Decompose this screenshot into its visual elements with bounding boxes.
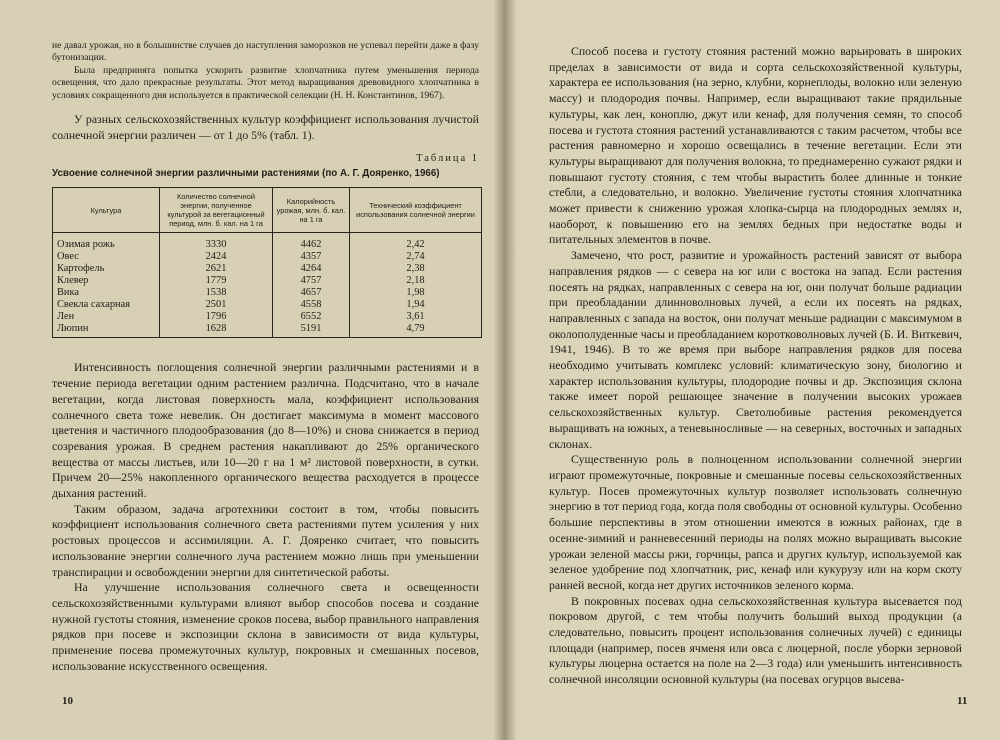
cell-energy: 3330 — [160, 233, 273, 252]
page-number-left: 10 — [62, 695, 73, 707]
table-header-row — [53, 188, 482, 233]
header-energy-received: Количество солнечной энергии, полученное культурой за вегетационный период, млн. б. кал. на 1 га — [160, 188, 273, 233]
cell-coefficient: 2,74 — [350, 251, 482, 263]
cell-coefficient: 4,79 — [350, 323, 482, 338]
cell-calories: 4757 — [273, 275, 350, 287]
cell-crop: Свекла сахарная — [53, 299, 160, 311]
table-row — [53, 275, 482, 287]
cell-coefficient: 1,94 — [350, 299, 482, 311]
paragraph-row-direction: Замечено, что рост, развитие и урожайность растений зависят от выбора направления рядков — с севера на юг или с востока на запад. Если растения посеять на рядках, направленных с севера на юг, они получат больше радиации при преобладании длинноволновых лучей, а если их посеять на рядках, направленных с запада на восток, они получат меньше радиации с максимумом в околополуденные часы и преобладанием коротковолновых лучей (Б. И. Виткевич, 1941, 1946). В то же время при выборе направления рядков для посева необходимо учитывать комплекс условий: климатическую зону, биологию и характер использования культуры, плодородие почвы и др. Экспозиция склона также имеет порой решающее значение в получении высоких урожаев сельскохозяйственных культур. Светолюбивые растения рекомендуется выращивать на южных, а теневыносливые — на северных, восточных и западных склонах. — [549, 248, 962, 451]
cell-crop: Озимая рожь — [53, 233, 160, 252]
cell-crop: Картофель — [53, 263, 160, 275]
cell-crop: Люпин — [53, 323, 160, 338]
table-row — [53, 299, 482, 311]
cell-calories: 6552 — [273, 311, 350, 323]
header-calorific-value: Калорийность урожая, млн. б. кал. на 1 га — [273, 188, 350, 233]
paragraph-continuation: не давал урожая, но в большинстве случаев до наступления заморозков не успевал перейти даже в фазу бутонизации. — [52, 40, 479, 64]
cell-energy: 2501 — [160, 299, 273, 311]
table-title: Усвоение солнечной энергии различными растениями (по А. Г. Дояренко, 1966) — [52, 168, 440, 180]
header-coefficient: Технический коэффициент использования солнечной энергии — [350, 188, 482, 233]
cell-energy: 1538 — [160, 287, 273, 299]
cell-calories: 5191 — [273, 323, 350, 338]
table-row — [53, 263, 482, 275]
cell-crop: Лен — [53, 311, 160, 323]
cell-coefficient: 3,61 — [350, 311, 482, 323]
paragraph-coefficient: У разных сельскохозяйственных культур коэффициент использования лучистой солнечной энергии различен — от 1 до 5% (табл. 1). — [52, 112, 479, 142]
cell-calories: 4558 — [273, 299, 350, 311]
table-row — [53, 311, 482, 323]
cell-coefficient: 2,42 — [350, 233, 482, 252]
cell-coefficient: 1,98 — [350, 287, 482, 299]
cell-coefficient: 2,38 — [350, 263, 482, 275]
cell-crop: Клевер — [53, 275, 160, 287]
page-number-right: 11 — [957, 695, 968, 707]
cell-crop: Вика — [53, 287, 160, 299]
cell-energy: 1796 — [160, 311, 273, 323]
paragraph-agrotechnics: Таким образом, задача агротехники состоит в том, чтобы повысить коэффициент использования солнечного света растениями путем усиления у них ростовых процессов и ассимиляции. А. Г. Дояренко считает, что повысить использование энергии солнечного луча растением можно лишь при уменьшении транспирации и освобождении энергии для синтетической работы. — [52, 501, 479, 579]
right-page — [505, 0, 1000, 740]
cell-calories: 4657 — [273, 287, 350, 299]
table-row — [53, 287, 482, 299]
book-gutter — [493, 0, 517, 740]
solar-energy-table — [52, 187, 482, 338]
cell-energy: 2424 — [160, 251, 273, 263]
cell-calories: 4357 — [273, 251, 350, 263]
cell-calories: 4462 — [273, 233, 350, 252]
cell-energy: 2621 — [160, 263, 273, 275]
cell-calories: 4264 — [273, 263, 350, 275]
cell-crop: Овес — [53, 251, 160, 263]
paragraph-intermediate-crops: Существенную роль в полноценном использовании солнечной энергии играют промежуточные, покровные и смешанные посевы сельскохозяйственных культур. Посев промежуточных культур позволяет использовать солнечную энергию в тот период года, когда поля свободны от основной культуры. Особенно большие перспективы в этом отношении имеются в южных районах, где в осенне-зимний и ранневесенний периоды на полях можно выращивать высокие урожаи зеленой массы ржи, горчицы, рапса и других культур, используемой как зеленое удобрение под хлопчатник, рис, кенаф или кукурузу или на корм скоту ранней весной, когда нет других источников зеленого корма. — [549, 452, 962, 592]
header-crop: Культура — [53, 188, 160, 233]
cell-energy: 1779 — [160, 275, 273, 287]
paragraph-sowing-density: Способ посева и густоту стояния растений можно варьировать в широких пределах в зависимости от вида и сорта сельскохозяйственной культуры, характера ее использования (на зерно, клубни, корнеплоды, волокно или зеленую массу) и плодородия почвы. Например, если выращивают такие прядильные культуры, как лен, коноплю, джут или кенаф, для получения семян, то способ посева и густота стояния растений устанавливаются с таким расчетом, чтобы все растения равномерно и хорошо освещались в течение вегетации. Если эти культуры выращивают для получения волокна, то преднамеренно сужают рядки и повышают густоту стояния, с тем чтобы вырастить более длинные и тонкие стебли, а следовательно, и волокно. Увеличение густоты стояния хлопчатника может привести к снижению урожая хлопка-сырца на плодородных землях и, наоборот, к повышению его на землях бедных при недостатке воды и питательных элементов в почве. — [549, 44, 962, 247]
paragraph-intensity: Интенсивность поглощения солнечной энергии различными растениями и в течение периода вегетации одним растением различна. Подсчитано, что в начале вегетации, когда листовая поверхность мала, коэффициент использования солнечного света тоже невелик. Он достигает максимума в момент массового цветения и частичного плодообразования (до 8—10%) и снова снижается в период созревания урожая. В среднем растения накапливают до 25% органического вещества от массы листьев, или 10—20 г на 1 м² листовой поверхности, в сутки. Причем 20—25% накопленного органического вещества расходуется в процессе дыхания растений. — [52, 360, 479, 501]
cell-coefficient: 2,18 — [350, 275, 482, 287]
paragraph-cover-crops: В покровных посевах одна сельскохозяйственная культура высевается под покровом другой, с тем чтобы получить больший выход продукции (а следовательно, повысить процент использования солнечных лучей) с единицы площади (например, посев ячменя или овса с люцерной, после уборки зерновой культуры люцерна остается на поле на 2—3 года) или уменьшить интенсивность солнечной инсоляции основной культуры (на посевах огурцов высева- — [549, 593, 962, 687]
table-row — [53, 323, 482, 338]
paragraph-improvement: На улучшение использования солнечного света и освещенности сельскохозяйственными культурами влияют выбор способов посева и создание нужной густоты стояния, изменение сроков посева, выбор правильного направления рядков при посеве и экспозиции склона в зависимости от вида культуры, применение посева промежуточных культур, покровных и смешанных посевов, использование искусственного освещения. — [52, 580, 479, 673]
table-label: Таблица 1 — [416, 153, 479, 165]
table-row — [53, 233, 482, 252]
paragraph-photoperiod: Была предпринята попытка ускорить развитие хлопчатника путем уменьшения периода освещения, что дало прекрасные результаты. Этот метод выращивания древовидного хлопчатника в условиях сокращенного дня используется в практической селекции (Н. Н. Константинов, 1967). — [52, 64, 479, 101]
cell-energy: 1628 — [160, 323, 273, 338]
table-row — [53, 251, 482, 263]
